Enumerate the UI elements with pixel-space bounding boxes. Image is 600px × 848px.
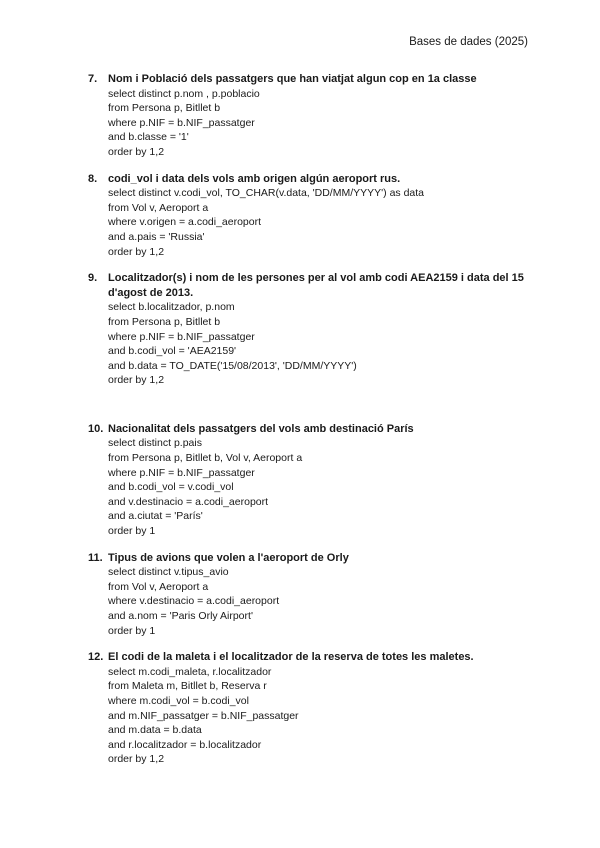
sql-line: from Maleta m, Bitllet b, Reserva r [108, 680, 267, 693]
sql-line: where p.NIF = b.NIF_passatger [108, 330, 255, 343]
question-number: 12. [88, 651, 104, 664]
sql-line: where p.NIF = b.NIF_passatger [108, 116, 255, 129]
sql-line: select m.codi_maleta, r.localitzador [108, 665, 272, 678]
question-title [88, 422, 528, 437]
question-text: Localitzador(s) i nom de les persones per al vol amb codi AEA2159 i data del 15 d'agost de 2013. [108, 272, 524, 299]
sql-line: and b.data = TO_DATE('15/08/2013', 'DD/MM/YYYY') [108, 359, 357, 372]
question-number: 9. [88, 272, 98, 285]
spacer [88, 400, 528, 422]
question-text: El codi de la maleta i el localitzador de la reserva de totes les maletes. [108, 651, 474, 664]
sql-line: from Persona p, Bitllet b [108, 102, 221, 115]
sql-line: and r.localitzador = b.localitzador [108, 738, 262, 751]
question-title [88, 650, 528, 665]
question-title [88, 72, 528, 87]
question-title [88, 271, 528, 300]
question-title [88, 172, 528, 187]
question-number: 11. [88, 551, 103, 564]
sql-line: where v.destinacio = a.codi_aeroport [108, 595, 280, 608]
sql-line: where v.origen = a.codi_aeroport [108, 216, 262, 229]
sql-line: where m.codi_vol = b.codi_vol [108, 694, 249, 707]
page-header: Bases de dades (2025) [409, 36, 528, 48]
question-text: Nacionalitat dels passatgers del vols amb destinació París [108, 422, 414, 435]
sql-line: and m.data = b.data [108, 724, 202, 737]
sql-line: order by 1 [108, 525, 156, 538]
question-number: 8. [88, 172, 98, 185]
question-number: 10. [88, 422, 104, 435]
sql-line: and a.ciutat = 'París' [108, 510, 203, 523]
question-text: Nom i Població dels passatgers que han viatjat algun cop en 1a classe [108, 73, 477, 85]
sql-line: order by 1,2 [108, 753, 165, 766]
sql-line: and b.codi_vol = v.codi_vol [108, 481, 234, 494]
sql-line: select b.localitzador, p.nom [108, 301, 235, 314]
sql-line: select distinct p.nom , p.poblacio [108, 87, 260, 100]
sql-line: from Persona p, Bitllet b, Vol v, Aeroport a [108, 452, 303, 465]
question-9 [88, 271, 528, 388]
sql-line: order by 1 [108, 624, 156, 637]
question-title [88, 551, 528, 566]
sql-block [108, 665, 528, 767]
sql-line: and b.codi_vol = 'AEA2159' [108, 345, 237, 358]
sql-line: from Vol v, Aeroport a [108, 201, 209, 214]
sql-line: and a.nom = 'Paris Orly Airport' [108, 610, 253, 622]
question-list [88, 72, 528, 779]
sql-line: select distinct v.tipus_avio [108, 566, 229, 579]
sql-line: order by 1,2 [108, 245, 165, 258]
sql-line: select distinct p.pais [108, 437, 202, 450]
question-text: codi_vol i data dels vols amb origen algún aeroport rus. [108, 172, 401, 185]
sql-block [108, 436, 528, 538]
sql-line: where p.NIF = b.NIF_passatger [108, 466, 255, 479]
question-8 [88, 172, 528, 260]
sql-line: from Persona p, Bitllet b [108, 315, 221, 328]
question-10 [88, 422, 528, 539]
sql-block [108, 300, 528, 388]
sql-line: and v.destinacio = a.codi_aeroport [108, 495, 269, 508]
question-text: Tipus de avions que volen a l'aeroport de Orly [108, 551, 349, 564]
sql-line: from Vol v, Aeroport a [108, 580, 209, 593]
sql-block [108, 186, 528, 259]
sql-line: select distinct v.codi_vol, TO_CHAR(v.data, 'DD/MM/YYYY') as data [108, 187, 425, 200]
sql-line: order by 1,2 [108, 145, 165, 158]
question-number: 7. [88, 73, 98, 85]
sql-block [108, 565, 528, 638]
sql-line: and b.classe = '1' [108, 131, 189, 144]
sql-line: order by 1,2 [108, 374, 165, 387]
question-11 [88, 551, 528, 639]
sql-line: and m.NIF_passatger = b.NIF_passatger [108, 709, 299, 722]
question-12 [88, 650, 528, 767]
question-7 [88, 72, 528, 160]
sql-block [108, 87, 528, 160]
sql-line: and a.pais = 'Russia' [108, 230, 205, 243]
